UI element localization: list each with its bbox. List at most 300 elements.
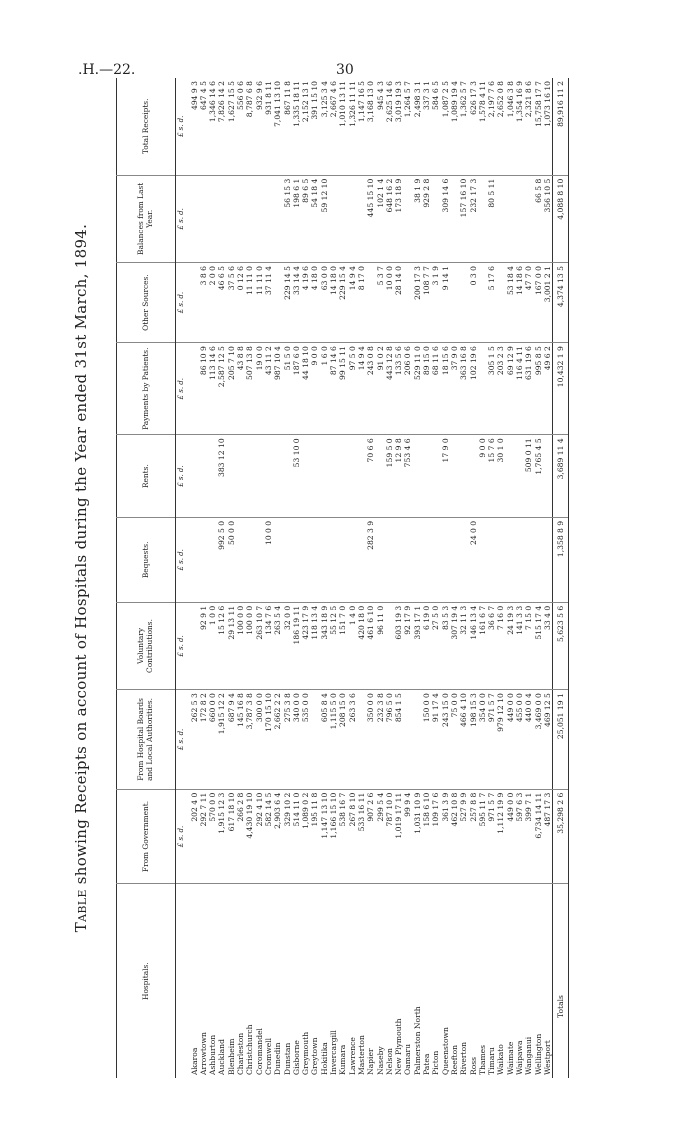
table-row — [506, 78, 515, 1078]
amount-cell: 150 0 0 — [422, 690, 431, 790]
rotated-table-block — [60, 78, 660, 1078]
amount-cell: 108 7 7 — [422, 263, 431, 343]
total-cell: 35,298 2 6 — [553, 789, 569, 884]
total-cell: 10,432 1 9 — [553, 343, 569, 435]
table-row — [348, 78, 357, 1078]
amount-cell: 70 6 6 — [366, 435, 375, 518]
table-row — [301, 78, 310, 1078]
amount-cell: 753 4 6 — [403, 435, 412, 518]
amount-cell: 2,903 6 4 — [273, 789, 282, 884]
amount-cell: 10 0 0 — [264, 517, 273, 602]
amount-cell: 0 3 0 — [469, 263, 478, 343]
amount-cell: 37 9 0 — [450, 343, 459, 435]
amount-cell: 979 12 10 — [496, 690, 505, 790]
total-cell: 1,358 8 9 — [553, 517, 569, 602]
amount-cell: 3,469 0 0 — [534, 690, 543, 790]
amount-cell: 99 9 4 — [403, 789, 412, 884]
table-row — [534, 78, 543, 1078]
amount-cell: 187 6 0 — [292, 343, 301, 435]
amount-cell: 263 10 7 — [255, 602, 264, 689]
amount-cell — [187, 435, 199, 518]
hospital-name: Dunedin — [273, 884, 282, 1078]
amount-cell: 4,430 19 10 — [245, 789, 254, 884]
hospital-name: Ross — [469, 884, 478, 1078]
column-header: Other Sources. — [117, 263, 176, 343]
amount-cell: 55 12 5 — [329, 602, 338, 689]
amount-cell: 391 15 10 — [310, 81, 320, 120]
amount-cell — [366, 263, 375, 343]
amount-cell: 605 8 4 — [320, 690, 329, 790]
amount-cell: 14 9 4 — [357, 343, 366, 435]
hospital-name: Waikato — [496, 884, 505, 1078]
amount-cell: 995 8 5 — [534, 343, 543, 435]
amount-cell: 1,115 5 0 — [329, 690, 338, 790]
amount-cell: 1,147 16 5 — [356, 81, 366, 123]
amount-cell: 393 17 1 — [413, 602, 422, 689]
amount-cell: 134 7 6 — [264, 602, 273, 689]
title-text: showing Receipts on account of Hospitals during the Year ended 31st March, 1894. — [72, 223, 90, 885]
page-number: 30 — [336, 62, 354, 78]
amount-cell: 931 8 11 — [263, 81, 273, 115]
amount-cell — [450, 517, 459, 602]
amount-cell — [187, 602, 199, 689]
amount-cell — [403, 263, 412, 343]
amount-cell — [245, 517, 254, 602]
amount-cell — [431, 175, 440, 262]
amount-cell: 350 0 0 — [366, 690, 375, 790]
hospital-name: New Plymouth — [394, 884, 403, 1078]
amount-cell: 987 10 4 — [273, 343, 282, 435]
amount-cell — [329, 435, 338, 518]
amount-cell — [187, 263, 199, 343]
amount-cell: 14 9 4 — [348, 263, 357, 343]
amount-cell — [376, 517, 385, 602]
amount-cell — [422, 435, 431, 518]
table-row — [543, 78, 553, 1078]
hospital-name: Hokitika — [320, 884, 329, 1078]
table-row — [236, 78, 245, 1078]
hospital-name: Greytown — [310, 884, 319, 1078]
amount-cell: 570 0 0 — [208, 789, 217, 884]
amount-cell — [301, 435, 310, 518]
amount-cell: 141 3 3 — [515, 602, 524, 689]
page-code: .H.—22. — [78, 62, 136, 78]
amount-cell: 32 0 0 — [283, 602, 292, 689]
amount-cell: 514 11 0 — [292, 789, 301, 884]
amount-cell: 1,326 11 11 — [347, 81, 357, 127]
amount-cell: 487 17 3 — [543, 789, 553, 884]
table-row — [524, 78, 533, 1078]
amount-cell: 1 4 0 — [348, 602, 357, 689]
amount-cell: 2,321 8 6 — [524, 81, 534, 118]
amount-cell: 99 15 11 — [338, 343, 347, 435]
amount-cell: 527 9 9 — [459, 789, 468, 884]
hospital-name: Riverton — [459, 884, 468, 1078]
amount-cell: 626 17 3 — [468, 81, 478, 115]
amount-cell: 14 18 0 — [329, 263, 338, 343]
amount-cell — [236, 517, 245, 602]
amount-cell: 469 12 5 — [543, 690, 553, 790]
table-row — [292, 78, 301, 1078]
column-header: Hospitals. — [117, 884, 176, 1078]
amount-cell — [543, 435, 553, 518]
amount-cell: 292 7 11 — [199, 789, 208, 884]
amount-cell: 907 2 6 — [366, 789, 375, 884]
amount-cell — [478, 263, 487, 343]
hospital-name: Arrowtown — [199, 884, 208, 1078]
amount-cell: 36 6 7 — [487, 602, 496, 689]
amount-cell: 91 0 2 — [376, 343, 385, 435]
amount-cell: 63 0 0 — [320, 263, 329, 343]
title-prefix: Table — [72, 889, 90, 933]
amount-cell: 195 11 8 — [310, 789, 319, 884]
amount-cell — [283, 517, 292, 602]
table-row — [459, 78, 468, 1078]
amount-cell — [376, 435, 385, 518]
amount-cell — [506, 517, 515, 602]
amount-cell: 15 7 6 — [487, 435, 496, 518]
hospital-name: Kumara — [338, 884, 347, 1078]
amount-cell — [357, 435, 366, 518]
amount-cell: 3,125 3 4 — [319, 81, 329, 118]
amount-cell — [208, 435, 217, 518]
amount-cell — [236, 175, 245, 262]
amount-cell: 15,758 17 7 — [533, 81, 543, 127]
amount-cell: 420 18 0 — [357, 602, 366, 689]
hospital-name: Auckland — [217, 884, 226, 1078]
table-row — [478, 78, 487, 1078]
amount-cell: 971 5 7 — [487, 789, 496, 884]
amount-cell: 3 1 9 — [431, 263, 440, 343]
amount-cell: 157 16 10 — [459, 175, 468, 262]
amount-cell: 6,734 14 11 — [534, 789, 543, 884]
amount-cell: 75 0 0 — [450, 690, 459, 790]
column-header: From Hospital Boards and Local Authorities. — [117, 690, 176, 790]
hospital-name: Coromandel — [255, 884, 264, 1078]
unit-header: £ s. d. — [176, 343, 187, 435]
amount-cell: 356 10 5 — [543, 175, 553, 262]
amount-cell — [524, 517, 533, 602]
amount-cell — [338, 517, 347, 602]
amount-cell: 3,787 3 8 — [245, 690, 254, 790]
amount-cell: 2,667 4 6 — [329, 81, 339, 118]
amount-cell: 282 3 9 — [366, 517, 375, 602]
amount-cell: 86 10 9 — [199, 343, 208, 435]
amount-cell: 7,826 14 2 — [217, 81, 227, 123]
amount-cell: 159 5 0 — [385, 435, 394, 518]
table-row — [431, 78, 440, 1078]
amount-cell — [403, 690, 412, 790]
table-row — [187, 78, 199, 1078]
hospital-name: Cromwell — [264, 884, 273, 1078]
amount-cell: 449 0 0 — [506, 789, 515, 884]
table-row — [357, 78, 366, 1078]
amount-cell: 46 6 5 — [217, 263, 226, 343]
amount-cell: 556 0 6 — [236, 81, 246, 110]
table-row — [255, 78, 264, 1078]
amount-cell: 2,625 14 6 — [384, 81, 394, 123]
amount-cell: 87 14 6 — [329, 343, 338, 435]
amount-cell — [329, 175, 338, 262]
amount-cell: 1,346 14 6 — [208, 81, 218, 123]
amount-cell — [310, 517, 319, 602]
hospital-name: Lawrence — [348, 884, 357, 1078]
total-cell: 4,088 8 10 — [553, 175, 569, 262]
amount-cell — [413, 690, 422, 790]
hospital-name: Naseby — [376, 884, 385, 1078]
amount-cell: 50 0 0 — [227, 517, 236, 602]
amount-cell — [403, 517, 412, 602]
amount-cell: 383 12 10 — [217, 435, 226, 518]
column-header-row — [117, 78, 176, 1078]
amount-cell — [496, 175, 505, 262]
amount-cell — [413, 517, 422, 602]
amount-cell: 116 4 11 — [515, 343, 524, 435]
amount-cell — [301, 517, 310, 602]
hospital-name: Queenstown — [441, 884, 450, 1078]
amount-cell: 660 0 0 — [208, 690, 217, 790]
column-header: Total Receipts. — [117, 78, 176, 175]
hospital-name: Blenheim — [227, 884, 236, 1078]
amount-cell: 17 9 0 — [441, 435, 450, 518]
amount-cell: 2,197 7 6 — [487, 81, 497, 118]
amount-cell: 100 0 0 — [236, 602, 245, 689]
amount-cell — [450, 175, 459, 262]
amount-cell: 1,915 12 2 — [217, 690, 226, 790]
table-row — [366, 78, 375, 1078]
table-row — [217, 78, 226, 1078]
amount-cell: 329 10 2 — [283, 789, 292, 884]
amount-cell: 11 11 0 — [245, 263, 254, 343]
amount-cell — [524, 175, 533, 262]
column-header: Bequests. — [117, 517, 176, 602]
totals-row — [553, 78, 569, 1078]
amount-cell: 59 12 10 — [320, 175, 329, 262]
amount-cell: 92 17 9 — [403, 602, 412, 689]
unit-header — [176, 884, 187, 1078]
unit-header: £ s. d. — [176, 690, 187, 790]
table-row — [496, 78, 505, 1078]
column-header: Payments by Patients. — [117, 343, 176, 435]
amount-cell: 173 18 9 — [394, 175, 403, 262]
amount-cell: 80 5 11 — [487, 175, 496, 262]
amount-cell: 929 2 8 — [422, 175, 431, 262]
amount-cell: 37 11 4 — [264, 263, 273, 343]
unit-row — [176, 78, 187, 1078]
amount-cell: 3,168 13 0 — [366, 81, 376, 123]
table-row — [394, 78, 403, 1078]
amount-cell: 1,046 3 8 — [505, 81, 515, 118]
amount-cell: 91 17 4 — [431, 690, 440, 790]
amount-cell: 44 18 10 — [301, 343, 310, 435]
total-cell: 89,916 11 2 — [553, 78, 569, 175]
amount-cell — [515, 175, 524, 262]
amount-cell: 257 8 8 — [469, 789, 478, 884]
amount-cell — [357, 517, 366, 602]
amount-cell — [394, 517, 403, 602]
table-row — [450, 78, 459, 1078]
amount-cell: 2,587 12 5 — [217, 343, 226, 435]
amount-cell: 529 11 0 — [413, 343, 422, 435]
amount-cell: 6 19 0 — [422, 602, 431, 689]
amount-cell: 1,765 4 5 — [534, 435, 543, 518]
amount-cell — [292, 517, 301, 602]
total-cell: 5,623 5 6 — [553, 602, 569, 689]
amount-cell: 354 0 0 — [478, 690, 487, 790]
amount-cell: 100 0 0 — [245, 602, 254, 689]
amount-cell: 945 4 3 — [375, 81, 385, 110]
amount-cell: 3,001 2 1 — [543, 263, 553, 343]
amount-cell — [515, 435, 524, 518]
hospital-name: Wanganui — [524, 884, 533, 1078]
amount-cell: 198 15 3 — [469, 690, 478, 790]
amount-cell: 9 0 0 — [310, 343, 319, 435]
hospital-name: Greymouth — [301, 884, 310, 1078]
amount-cell: 208 15 0 — [338, 690, 347, 790]
amount-cell: 33 4 0 — [543, 602, 553, 689]
amount-cell — [255, 435, 264, 518]
amount-cell: 89 6 5 — [301, 175, 310, 262]
amount-cell: 206 0 6 — [403, 343, 412, 435]
amount-cell: 582 14 5 — [264, 789, 273, 884]
unit-header: £ s. d. — [176, 602, 187, 689]
amount-cell — [506, 175, 515, 262]
total-cell: 3,689 11 4 — [553, 435, 569, 518]
amount-cell: 53 18 4 — [506, 263, 515, 343]
hospital-name: Charleston — [236, 884, 245, 1078]
amount-cell — [348, 175, 357, 262]
amount-cell: 1,264 5 7 — [403, 81, 413, 118]
table-row — [245, 78, 254, 1078]
amount-cell: 2,662 2 2 — [273, 690, 282, 790]
amount-cell: 1,073 16 10 — [542, 81, 552, 127]
hospital-name: Christchurch — [245, 884, 254, 1078]
amount-cell: 7 16 0 — [496, 602, 505, 689]
amount-cell: 584 6 5 — [431, 81, 441, 110]
amount-cell: 5 3 7 — [376, 263, 385, 343]
amount-cell: 9 14 1 — [441, 263, 450, 343]
amount-cell: 292 4 10 — [255, 789, 264, 884]
amount-cell — [245, 175, 254, 262]
amount-cell — [450, 263, 459, 343]
amount-cell: 337 3 1 — [422, 81, 432, 110]
amount-cell — [496, 263, 505, 343]
table-title — [72, 78, 90, 1078]
amount-cell: 133 5 6 — [394, 343, 403, 435]
table-row — [199, 78, 208, 1078]
amount-cell: 509 0 11 — [524, 435, 533, 518]
amount-cell: 462 10 8 — [450, 789, 459, 884]
amount-cell — [338, 175, 347, 262]
receipts-table — [116, 78, 569, 1078]
amount-cell — [273, 517, 282, 602]
amount-cell: 363 16 8 — [459, 343, 468, 435]
amount-cell: 161 6 7 — [478, 602, 487, 689]
hospital-name: Waimate — [506, 884, 515, 1078]
amount-cell: 2 0 0 — [208, 263, 217, 343]
amount-cell — [187, 517, 199, 602]
amount-cell — [208, 175, 217, 262]
amount-cell: 11 11 0 — [255, 263, 264, 343]
amount-cell — [348, 435, 357, 518]
amount-cell: 1 6 0 — [320, 343, 329, 435]
hospital-name: Ashburton — [208, 884, 217, 1078]
amount-cell: 455 0 0 — [515, 690, 524, 790]
amount-cell — [283, 435, 292, 518]
amount-cell: 461 6 10 — [366, 602, 375, 689]
amount-cell: 10 0 0 — [385, 263, 394, 343]
amount-cell: 18 15 6 — [441, 343, 450, 435]
table-row — [273, 78, 282, 1078]
amount-cell: 449 0 0 — [506, 690, 515, 790]
table-row — [283, 78, 292, 1078]
amount-cell: 971 5 7 — [487, 690, 496, 790]
amount-cell: 229 14 5 — [283, 263, 292, 343]
unit-header: £ s. d. — [176, 435, 187, 518]
column-header: Rents. — [117, 435, 176, 518]
amount-cell: 603 19 3 — [394, 602, 403, 689]
amount-cell: 494 9 3 — [189, 81, 199, 110]
amount-cell — [273, 175, 282, 262]
amount-cell: 145 16 8 — [236, 690, 245, 790]
hospital-name: Akaroa — [187, 884, 199, 1078]
amount-cell: 440 0 4 — [524, 690, 533, 790]
amount-cell — [543, 517, 553, 602]
amount-cell — [208, 517, 217, 602]
amount-cell — [450, 435, 459, 518]
amount-cell: 262 5 3 — [187, 690, 199, 790]
amount-cell: 24 0 0 — [469, 517, 478, 602]
amount-cell: 8 17 0 — [357, 263, 366, 343]
amount-cell: 597 6 3 — [515, 789, 524, 884]
amount-cell: 538 16 7 — [338, 789, 347, 884]
amount-cell: 243 15 0 — [441, 690, 450, 790]
hospital-name: Dunstan — [283, 884, 292, 1078]
amount-cell — [385, 602, 394, 689]
table-row — [320, 78, 329, 1078]
amount-cell — [264, 435, 273, 518]
amount-cell — [422, 517, 431, 602]
amount-cell: 7 15 0 — [524, 602, 533, 689]
amount-cell — [357, 690, 366, 790]
amount-cell: 1,354 16 9 — [514, 81, 524, 123]
hospital-name: Masterton — [357, 884, 366, 1078]
amount-cell — [413, 435, 422, 518]
amount-cell — [199, 435, 208, 518]
hospital-name: Nelson — [385, 884, 394, 1078]
amount-cell — [459, 517, 468, 602]
amount-cell: 151 7 0 — [338, 602, 347, 689]
hospital-name: Gisborne — [292, 884, 301, 1078]
amount-cell — [496, 517, 505, 602]
amount-cell: 113 14 6 — [208, 343, 217, 435]
amount-cell: 5 17 6 — [487, 263, 496, 343]
amount-cell: 2,652 0 8 — [496, 81, 506, 118]
amount-cell: 340 0 0 — [292, 690, 301, 790]
amount-cell: 305 1 5 — [487, 343, 496, 435]
amount-cell: 648 16 2 — [385, 175, 394, 262]
amount-cell: 466 4 10 — [459, 690, 468, 790]
amount-cell: 687 9 4 — [227, 690, 236, 790]
amount-cell: 4 18 0 — [310, 263, 319, 343]
amount-cell: 266 2 8 — [236, 789, 245, 884]
amount-cell: 205 7 10 — [227, 343, 236, 435]
table-row — [403, 78, 412, 1078]
amount-cell: 33 14 4 — [292, 263, 301, 343]
amount-cell: 232 17 3 — [469, 175, 478, 262]
hospital-name: Thames — [478, 884, 487, 1078]
amount-cell: 515 17 4 — [534, 602, 543, 689]
